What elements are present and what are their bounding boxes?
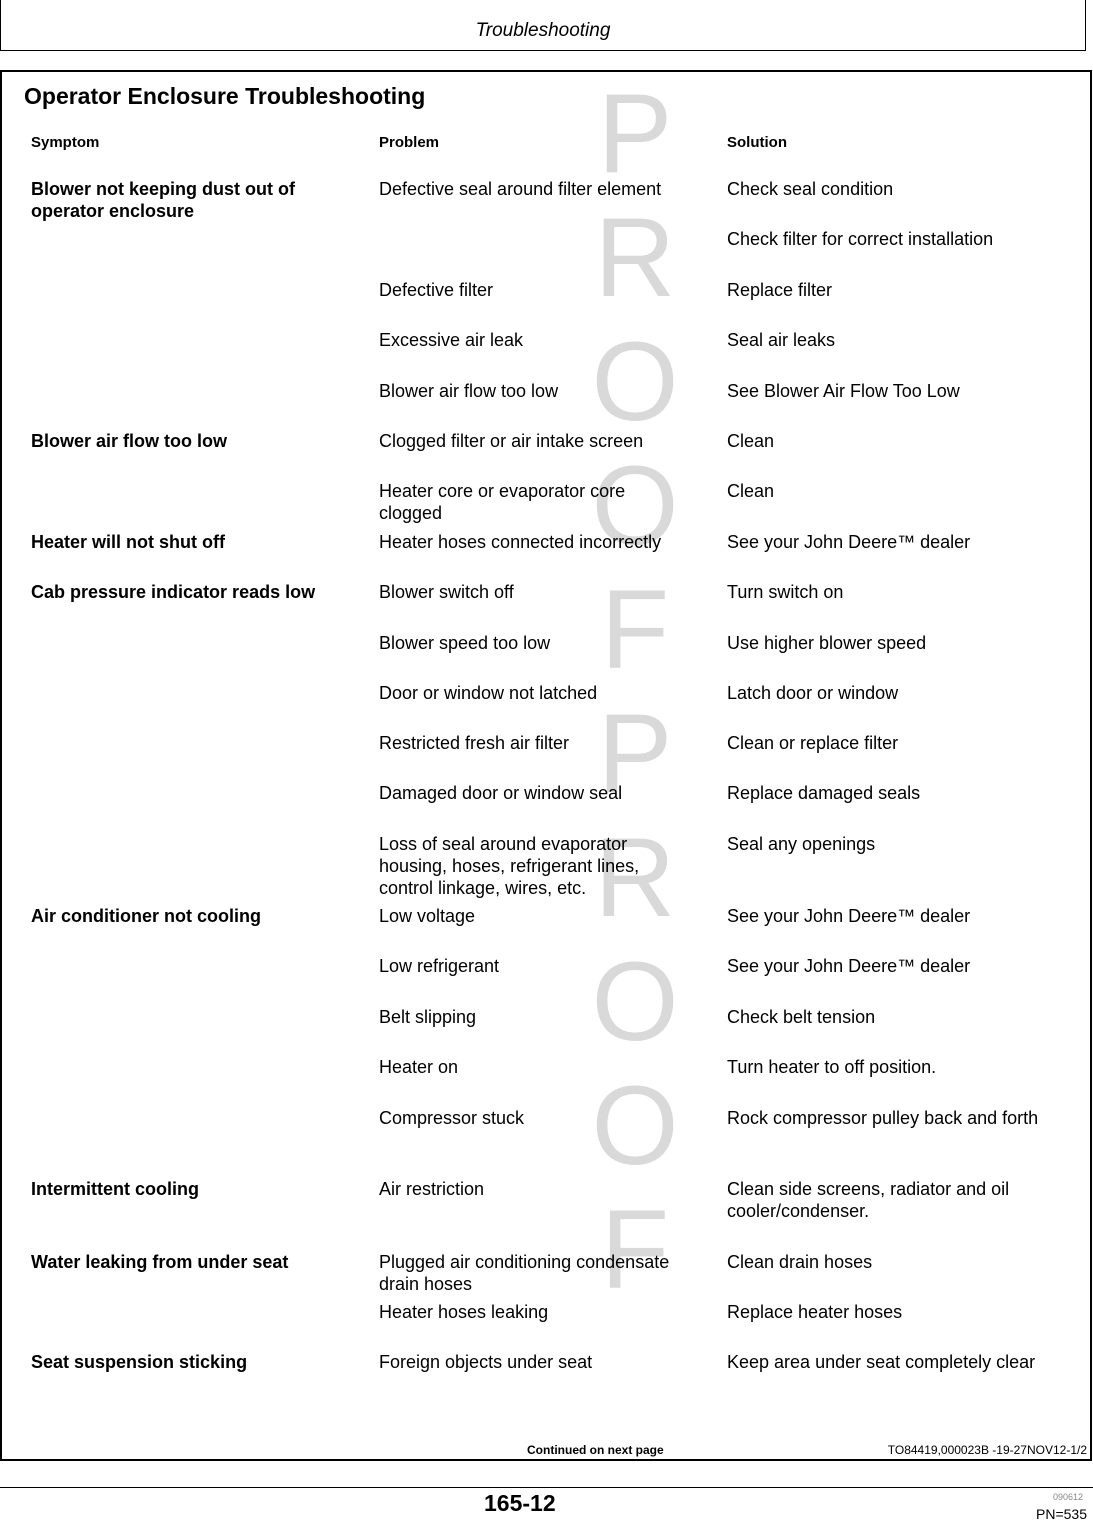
symptom-cell: Seat suspension sticking <box>31 1352 248 1372</box>
watermark-letter: F <box>600 567 670 692</box>
problem-cell: Low refrigerant <box>379 956 500 976</box>
column-header-symptom: Symptom <box>31 134 100 151</box>
problem-cell: Heater hoses connected incorrectly <box>379 532 662 552</box>
watermark-letter: O <box>591 939 679 1064</box>
solution-cell: See your John Deere™ dealer <box>727 532 971 552</box>
footer-divider <box>0 1487 1093 1488</box>
problem-cell: Loss of seal around evaporator housing, hoses, refrigerant lines, control linkage, wires, etc. <box>379 834 640 898</box>
solution-cell: Replace heater hoses <box>727 1302 903 1322</box>
solution-cell: Turn heater to off position. <box>727 1057 937 1077</box>
problem-cell: Belt slipping <box>379 1007 477 1027</box>
watermark-letter: P <box>597 71 673 196</box>
problem-cell: Defective filter <box>379 280 494 300</box>
problem-cell: Restricted fresh air filter <box>379 733 570 753</box>
pn-label: PN=535 <box>1036 1506 1087 1522</box>
section-title: Operator Enclosure Troubleshooting <box>24 83 426 109</box>
document-reference: TO84419,000023B -19-27NOV12-1/2 <box>887 1443 1087 1457</box>
solution-cell: See Blower Air Flow Too Low <box>727 381 960 401</box>
solution-cell: Check seal condition <box>727 179 894 199</box>
solution-cell: Clean <box>727 481 775 501</box>
solution-cell: Use higher blower speed <box>727 633 927 653</box>
page-header <box>0 0 1086 51</box>
symptom-cell: Blower air flow too low <box>31 431 228 451</box>
solution-cell: Replace filter <box>727 280 833 300</box>
solution-cell: See your John Deere™ dealer <box>727 906 971 926</box>
solution-cell: Seal air leaks <box>727 330 836 350</box>
page-number: 165-12 <box>484 1490 556 1516</box>
solution-cell: Clean side screens, radiator and oil cooler/condenser. <box>727 1179 1010 1221</box>
problem-cell: Clogged filter or air intake screen <box>379 431 644 451</box>
continued-note: Continued on next page <box>527 1443 664 1457</box>
problem-cell: Heater on <box>379 1057 459 1077</box>
problem-cell: Blower air flow too low <box>379 381 559 401</box>
column-header-solution: Solution <box>727 134 787 151</box>
header-title: Troubleshooting <box>475 20 611 41</box>
solution-cell: Clean or replace filter <box>727 733 899 753</box>
problem-cell: Foreign objects under seat <box>379 1352 593 1372</box>
symptom-cell: Water leaking from under seat <box>31 1252 289 1272</box>
problem-cell: Defective seal around filter element <box>379 179 662 199</box>
watermark-letter: R <box>594 815 676 940</box>
solution-cell: Clean <box>727 431 775 451</box>
solution-cell: Keep area under seat completely clear <box>727 1352 1036 1372</box>
problem-cell: Excessive air leak <box>379 330 524 350</box>
watermark-letter: O <box>591 319 679 444</box>
problem-cell: Low voltage <box>379 906 476 926</box>
problem-cell: Plugged air conditioning condensate drain hoses <box>379 1252 670 1294</box>
watermark-letter: P <box>597 691 673 816</box>
solution-cell: Check belt tension <box>727 1007 876 1027</box>
solution-cell: See your John Deere™ dealer <box>727 956 971 976</box>
solution-cell: Replace damaged seals <box>727 783 921 803</box>
print-code: 090612 <box>1052 1492 1083 1502</box>
watermark-letter: R <box>594 195 676 320</box>
problem-cell: Blower switch off <box>379 582 514 602</box>
symptom-cell: Blower not keeping dust out of operator enclosure <box>31 179 295 221</box>
problem-cell: Damaged door or window seal <box>379 783 623 803</box>
problem-cell: Blower speed too low <box>379 633 551 653</box>
watermark-letter: O <box>591 443 679 568</box>
solution-cell: Latch door or window <box>727 683 899 703</box>
problem-cell: Heater hoses leaking <box>379 1302 549 1322</box>
symptom-cell: Intermittent cooling <box>31 1179 199 1199</box>
solution-cell: Clean drain hoses <box>727 1252 873 1272</box>
solution-cell: Check filter for correct installation <box>727 229 994 249</box>
problem-cell: Air restriction <box>379 1179 485 1199</box>
symptom-cell: Cab pressure indicator reads low <box>31 582 316 602</box>
solution-cell: Seal any openings <box>727 834 876 854</box>
watermark-letter: O <box>591 1063 679 1188</box>
problem-cell: Door or window not latched <box>379 683 598 703</box>
watermark-letter: F <box>600 1187 670 1312</box>
problem-cell: Heater core or evaporator core clogged <box>379 481 626 523</box>
symptom-cell: Air conditioner not cooling <box>31 906 261 926</box>
solution-cell: Rock compressor pulley back and forth <box>727 1108 1039 1128</box>
column-header-problem: Problem <box>379 134 440 151</box>
solution-cell: Turn switch on <box>727 582 844 602</box>
problem-cell: Compressor stuck <box>379 1108 525 1128</box>
symptom-cell: Heater will not shut off <box>31 532 226 552</box>
